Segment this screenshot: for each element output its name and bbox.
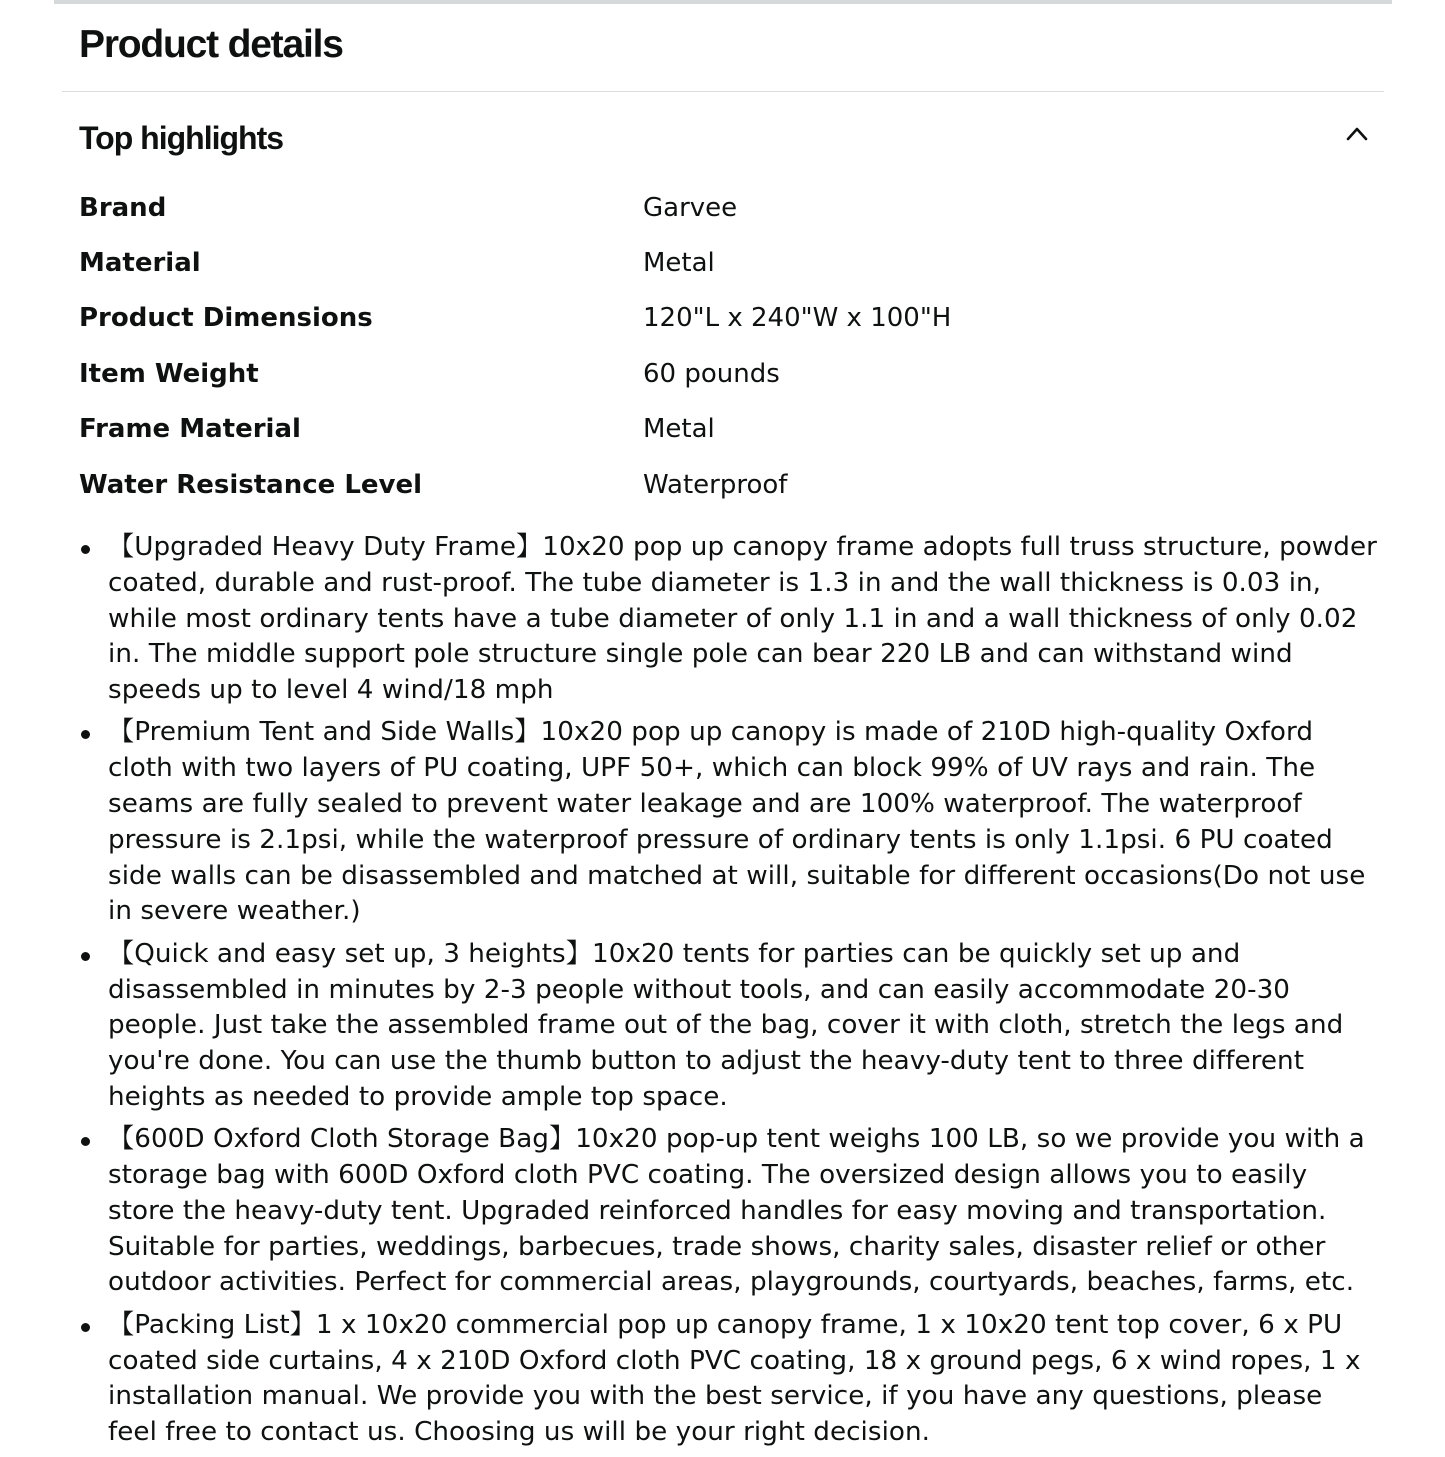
spec-value: 60 pounds [643, 358, 780, 389]
spec-value: Waterproof [643, 469, 788, 500]
feature-bullet [108, 937, 1378, 1116]
bullet-dot-icon [81, 545, 90, 554]
feature-bullet-text: 【Premium Tent and Side Walls】10x20 pop up canopy is made of 210D high-quality Oxford cloth with two layers of PU coating, UPF 50+, which can block 99% of UV rays and rain. The seams are fully sealed to prevent water leakage and are 100% waterproof. The waterproof pressure is 2.1psi, while the waterproof pressure of ordinary tents is only 1.1psi. 6 PU coated side walls can be disassembled and matched at will, suitable for different occasions(Do not use in severe weather.) [108, 717, 1366, 927]
top-highlights-header[interactable] [79, 112, 1375, 164]
spec-row-product-dimensions [79, 291, 1375, 346]
spec-value: 120"L x 240"W x 100"H [643, 303, 952, 334]
spec-row-water-resistance-level [79, 457, 1375, 512]
page-title: Product details [79, 23, 343, 66]
spec-row-material [79, 235, 1375, 290]
bullet-dot-icon [81, 1137, 90, 1146]
chevron-up-icon[interactable] [1345, 122, 1369, 146]
spec-row-item-weight [79, 346, 1375, 401]
spec-value: Metal [643, 248, 715, 279]
feature-bullet-text: 【Packing List】1 x 10x20 commercial pop up canopy frame, 1 x 10x20 tent top cover, 6 x PU coated side curtains, 4 x 210D Oxford cloth PVC coating, 18 x ground pegs, 6 x wind ropes, 1 x installation manual. We provide you with the best service, if you have any questions, please feel free to contact us. Choosing us will be your right decision. [108, 1309, 1361, 1448]
top-divider [54, 0, 1392, 4]
bullet-dot-icon [81, 952, 90, 961]
bullet-dot-icon [81, 1323, 90, 1332]
spec-label: Product Dimensions [79, 303, 373, 334]
feature-bullet-text: 【Upgraded Heavy Duty Frame】10x20 pop up canopy frame adopts full truss structure, powder coated, durable and rust-proof. The tube diameter is 1.3 in and the wall thickness is 0.03 in, while most ordinary tents have a tube diameter of only 1.1 in and a wall thickness of only 0.02 in. The middle support pole structure single pole can bear 220 LB and can withstand wind speeds up to level 4 wind/18 mph [108, 532, 1377, 706]
feature-bullet [108, 530, 1378, 709]
spec-label: Frame Material [79, 414, 301, 445]
spec-label: Material [79, 248, 201, 279]
spec-row-frame-material [79, 402, 1375, 457]
feature-bullet-text: 【Quick and easy set up, 3 heights】10x20 tents for parties can be quickly set up and disassembled in minutes by 2-3 people without tools, and can easily accommodate 20-30 people. Just take the assembled frame out of the bag, cover it with cloth, stretch the legs and you're done. You can use the thumb button to adjust the heavy-duty tent to three different heights as needed to provide ample top space. [108, 938, 1344, 1112]
spec-table [79, 180, 1375, 512]
spec-label: Water Resistance Level [79, 469, 423, 500]
section-title: Top highlights [79, 120, 284, 156]
bullet-dot-icon [81, 730, 90, 739]
spec-value: Garvee [643, 192, 738, 223]
feature-bullet-list [108, 530, 1378, 1457]
feature-bullet-text: 【600D Oxford Cloth Storage Bag】10x20 pop-up tent weighs 100 LB, so we provide you with a storage bag with 600D Oxford cloth PVC coating. The oversized design allows you to easily store the heavy-duty tent. Upgraded reinforced handles for easy moving and transportation. Suitable for parties, weddings, barbecues, trade shows, charity sales, disaster relief or other outdoor activities. Perfect for commercial areas, playgrounds, courtyards, beaches, farms, etc. [108, 1124, 1365, 1298]
spec-row-brand [79, 180, 1375, 235]
feature-bullet [108, 715, 1378, 930]
spec-label: Brand [79, 192, 167, 223]
spec-label: Item Weight [79, 358, 259, 389]
section-divider [62, 91, 1384, 92]
feature-bullet [108, 1308, 1378, 1451]
feature-bullet [108, 1122, 1378, 1301]
spec-value: Metal [643, 414, 715, 445]
